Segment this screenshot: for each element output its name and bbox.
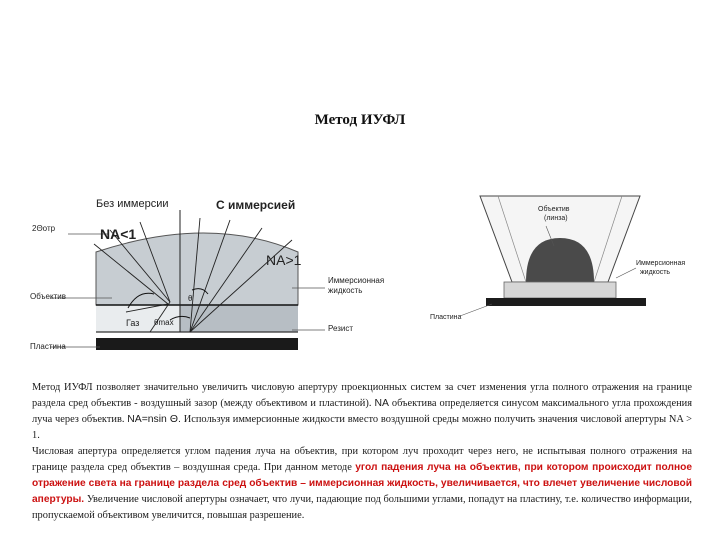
label-angle: 2Θотр — [32, 224, 56, 233]
label-plate: Пластина — [30, 342, 66, 351]
label-lens-objective-2: (линза) — [544, 215, 568, 222]
label-theta-max: θmax — [154, 318, 174, 327]
label-theta-prime: θ' — [188, 294, 194, 303]
immersion-comparison-svg — [30, 190, 370, 358]
highlighted-text: угол падения луча на объектив, при котором происходит полное отражение света на границе раздела сред объектив – иммерсионная жидкость, увеличивается, что влечет увеличение числовой апертуры. — [32, 462, 692, 505]
label-lens-plate: Пластина — [430, 314, 462, 321]
na-formula: NA=nsin Θ. — [127, 414, 181, 425]
label-resist: Резист — [328, 324, 354, 333]
label-no-immersion: Без иммерсии — [96, 198, 169, 210]
label-lens-immersion-1: Иммерсионная — [636, 260, 686, 267]
objective-lens-shape — [96, 233, 298, 305]
page-title: Метод ИУФЛ — [314, 112, 406, 128]
immersion-comparison-diagram — [30, 190, 385, 358]
immersion-lens-diagram — [430, 190, 692, 340]
label-gas: Газ — [126, 318, 140, 328]
plate-bar — [486, 298, 646, 306]
label-immersion-liquid-1: Иммерсионная — [328, 276, 385, 285]
label-lens-immersion-2: жидкость — [640, 269, 671, 276]
label-lens-objective-1: Объектив — [538, 206, 570, 213]
label-na-greater: NA>1 — [266, 252, 302, 268]
label-with-immersion: С иммерсией — [216, 198, 296, 212]
body-text — [32, 380, 692, 524]
label-objective: Объектив — [30, 292, 66, 301]
paragraph-1: Метод ИУФЛ позволяет значительно увеличить числовую апертуру проекционных систем за счет изменения угла полного отражения на границе раздела сред объектив - воздушный зазор (между объективом и пластиной). NA объектива определяется синусом максимального угла прохождения луча через объектив. NA=nsin Θ. Используя иммерсионные жидкости вместо воздушной среды можно получить значения числовой апертуры NA > 1. — [32, 382, 692, 441]
label-immersion-liquid-2: жидкость — [328, 286, 363, 295]
immersion-liquid-region — [180, 305, 298, 332]
immersion-liquid-rect — [504, 282, 616, 298]
plate-rect — [96, 338, 298, 350]
paragraph-2: Числовая апертура определяется углом падения луча на объектив, при котором луч проходит через него, не испытывая полного отражения на границе раздела сред объектив – воздушная среда. При данном методе угол падения луча на объектив, при котором происходит полное отражение света на границе раздела сред объектив – иммерсионная жидкость, увеличивается, что влечет увеличение числовой апертуры. Увеличение числовой апертуры означает, что лучи, падающие под большими углами, попадут на пластину, т.е. количество информации, пропускаемой объективом увеличится, повышая разрешение. — [32, 446, 692, 521]
label-na-less: NA<1 — [100, 226, 137, 242]
